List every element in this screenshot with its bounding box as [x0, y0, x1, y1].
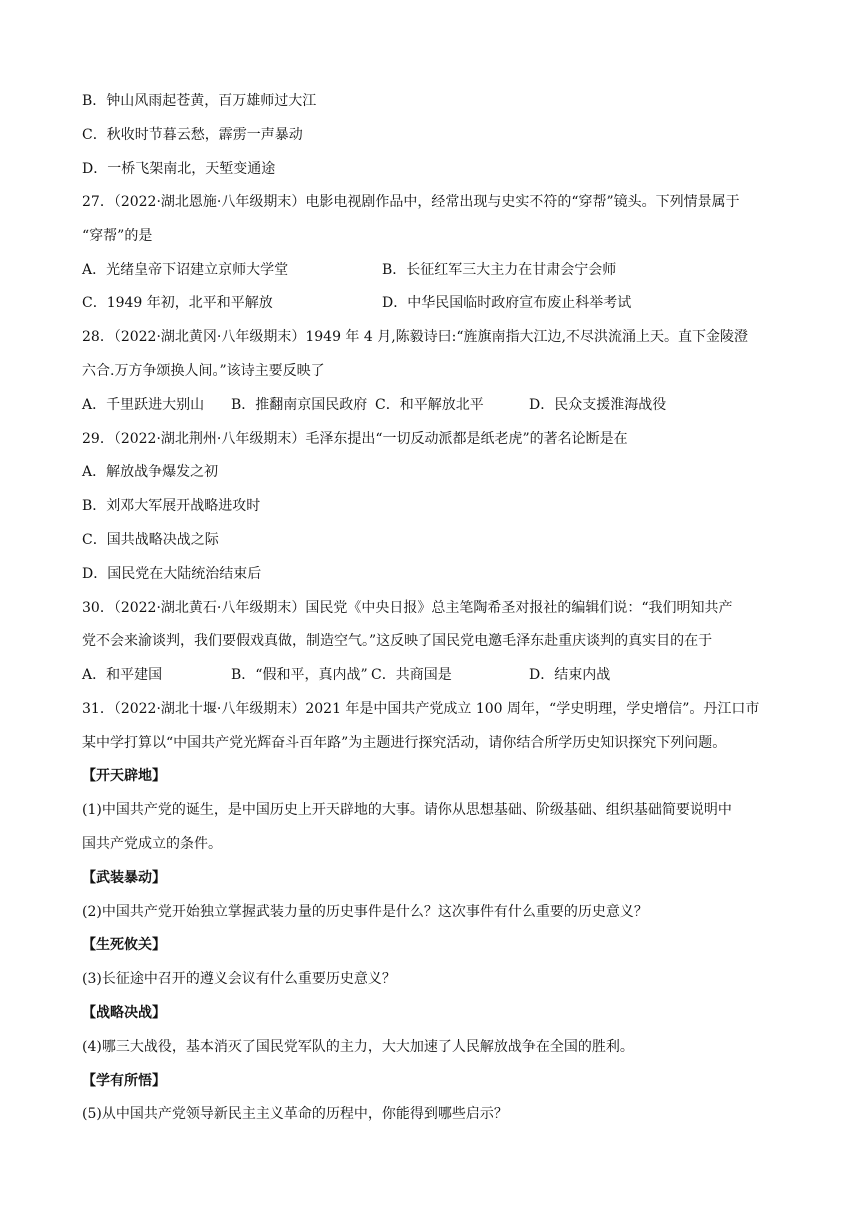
q31-sub3: (3)长征途中召开的遵义会议有什么重要历史意义？ [82, 971, 396, 987]
q27-option-b: B．长征红军三大主力在甘肃会宁会师 [382, 262, 617, 278]
q28-option-c: C．和平解放北平 [375, 397, 484, 413]
q31-stem-line1: 31．（2022·湖北十堰·八年级期末）2021 年是中国共产党成立 100 周年，“学史明理，学史增信”。丹江口市 [82, 701, 760, 717]
q30-option-d: D．结束内战 [529, 667, 611, 683]
q30-options-row [82, 666, 782, 684]
q30-option-a: A．和平建国 [82, 667, 163, 683]
q31-section5-title: 【学有所悟】 [82, 1073, 166, 1089]
q28-stem-line2: 六合.万方争颂换人间。”该诗主要反映了 [82, 363, 325, 379]
q31-sub1-line2: 国共产党成立的条件。 [82, 836, 222, 852]
q29-option-a: A．解放战争爆发之初 [82, 464, 219, 480]
q27-stem-line1: 27．（2022·湖北恩施·八年级期末）电影电视剧作品中，经常出现与史实不符的“穿帮”镜头。下列情景属于 [82, 194, 740, 210]
q26-option-d: D．一桥飞架南北，天堑变通途 [82, 161, 276, 177]
q27-options-row2 [82, 294, 782, 312]
q31-section3-title: 【生死攸关】 [82, 937, 166, 953]
q27-options-row1 [82, 261, 782, 279]
q27-option-d: D．中华民国临时政府宣布废止科举考试 [382, 295, 632, 311]
q27-option-c: C．1949 年初，北平和平解放 [82, 295, 273, 311]
q28-option-b: B．推翻南京国民政府 [231, 397, 368, 413]
q31-stem-line2: 某中学打算以“中国共产党光辉奋斗百年路”为主题进行探究活动，请你结合所学历史知识探究下列问题。 [82, 735, 727, 751]
q30-stem-line1: 30．（2022·湖北黄石·八年级期末）国民党《中央日报》总主笔陶希圣对报社的编辑们说：“我们明知共产 [82, 600, 733, 616]
q31-section4-title: 【战略决战】 [82, 1005, 166, 1021]
q27-stem-line2: “穿帮”的是 [82, 228, 153, 244]
q28-option-d: D．民众支援淮海战役 [529, 397, 667, 413]
q31-sub1-line1: (1)中国共产党的诞生，是中国历史上开天辟地的大事。请你从思想基础、阶级基础、组织基础简要说明中 [82, 802, 732, 818]
q31-sub2: (2)中国共产党开始独立掌握武装力量的历史事件是什么？这次事件有什么重要的历史意义？ [82, 904, 648, 920]
q30-option-c: C．共商国是 [371, 667, 452, 683]
q29-option-c: C．国共战略决战之际 [82, 532, 219, 548]
q26-option-c: C．秋收时节暮云愁，霹雳一声暴动 [82, 127, 303, 143]
q31-sub4: (4)哪三大战役，基本消灭了国民党军队的主力，大大加速了人民解放战争在全国的胜利。 [82, 1039, 634, 1055]
q28-options-row [82, 396, 782, 414]
q26-option-b: B．钟山风雨起苍黄，百万雄师过大江 [82, 93, 317, 109]
q30-stem-line2: 党不会来渝谈判，我们要假戏真做，制造空气。”这反映了国民党电邀毛泽东赴重庆谈判的真实目的在于 [82, 633, 713, 649]
q29-option-b: B．刘邓大军展开战略进攻时 [82, 498, 261, 514]
q28-option-a: A．千里跃进大别山 [82, 397, 205, 413]
q29-stem: 29．（2022·湖北荆州·八年级期末）毛泽东提出“一切反动派都是纸老虎”的著名论断是在 [82, 431, 628, 447]
q31-section1-title: 【开天辟地】 [82, 768, 166, 784]
q28-stem-line1: 28．（2022·湖北黄冈·八年级期末）1949 年 4 月,陈毅诗曰:“旌旗南指大江边,不尽洪流涌上天。直下金陵澄 [82, 329, 749, 345]
q31-sub5: (5)从中国共产党领导新民主主义革命的历程中，你能得到哪些启示？ [82, 1106, 508, 1122]
q31-section2-title: 【武装暴动】 [82, 870, 166, 886]
q29-option-d: D．国民党在大陆统治结束后 [82, 566, 262, 582]
q27-option-a: A．光绪皇帝下诏建立京师大学堂 [82, 262, 289, 278]
q30-option-b: B．“假和平，真内战” [231, 667, 368, 683]
